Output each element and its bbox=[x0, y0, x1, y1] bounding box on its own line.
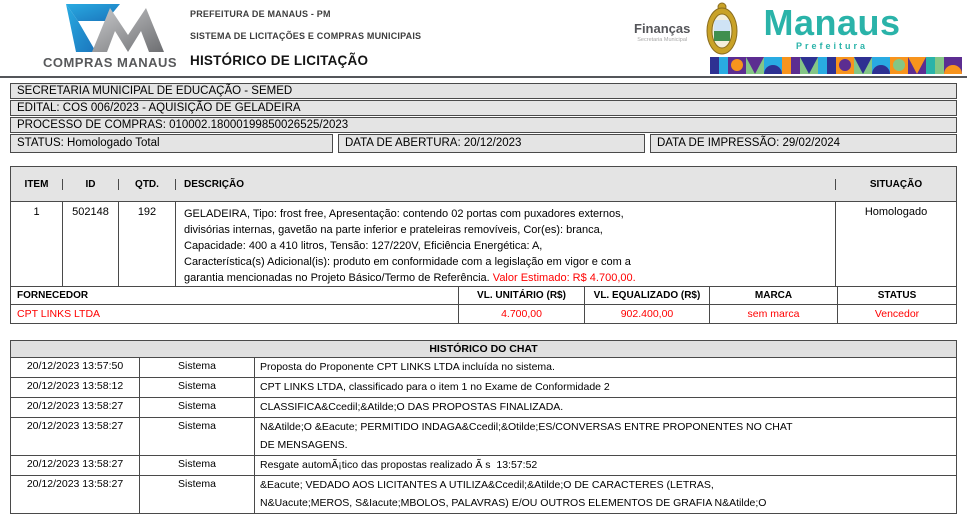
supplier-vl-equalizado: 902.400,00 bbox=[585, 305, 710, 323]
chat-message-line: &Eacute; VEDADO AOS LICITANTES A UTILIZA&Ccedil;&Atilde;O DE CARACTERES (LETRAS, bbox=[260, 479, 714, 491]
col-header-id: ID bbox=[63, 179, 119, 190]
chat-time: 20/12/2023 13:58:27 bbox=[11, 418, 140, 455]
supplier-table-header bbox=[11, 286, 956, 304]
item-table-header bbox=[11, 167, 956, 201]
info-data-impressao: DATA DE IMPRESSÃO: 29/02/2024 bbox=[650, 134, 957, 153]
chat-author: Sistema bbox=[140, 418, 255, 455]
chat-row bbox=[11, 456, 956, 476]
chat-row bbox=[11, 358, 956, 378]
chat-row bbox=[11, 398, 956, 418]
chat-row bbox=[11, 476, 956, 513]
chat-message bbox=[255, 418, 956, 455]
item-row bbox=[11, 201, 956, 286]
info-status: STATUS: Homologado Total bbox=[10, 134, 333, 153]
chat-author: Sistema bbox=[140, 476, 255, 513]
item-description-line: Característica(s) Adicional(is): produto em conformidade com a legislação em vigor e com a bbox=[184, 256, 631, 268]
compras-manaus-logo-icon bbox=[50, 2, 170, 54]
city-brand: Manaus bbox=[763, 2, 901, 43]
chat-message-line: N&Atilde;O &Eacute; PERMITIDO INDAGA&Ccedil;&Otilde;ES/CONVERSAS ENTRE PROPONENTES NO CHAT bbox=[260, 421, 793, 433]
mosaic-strip bbox=[710, 57, 962, 74]
chat-message-line: N&Uacute;MEROS, S&Iacute;MBOLOS, PALAVRAS) E/OU OUTROS ELEMENTOS DE GRAFIA N&Atilde;O bbox=[260, 497, 767, 509]
info-status-row bbox=[10, 134, 957, 153]
valor-estimado: Valor Estimado: R$ 4.700,00. bbox=[492, 272, 636, 284]
col-header-vl-unitario: VL. UNITÁRIO (R$) bbox=[459, 287, 585, 304]
supplier-row bbox=[11, 304, 956, 323]
info-edital: EDITAL: COS 006/2023 - AQUISIÇÃO DE GELADEIRA bbox=[10, 100, 957, 116]
chat-message-line: CPT LINKS LTDA, classificado para o item 1 no Exame de Conformidade 2 bbox=[260, 381, 610, 393]
item-description-tail: garantia mencionadas no Projeto Básico/Termo de Referência. bbox=[184, 272, 493, 284]
chat-time: 20/12/2023 13:58:27 bbox=[11, 398, 140, 417]
chat-time: 20/12/2023 13:58:27 bbox=[11, 476, 140, 513]
item-description-line: GELADEIRA, Tipo: frost free, Apresentação: contendo 02 portas com puxadores externos, bbox=[184, 208, 624, 220]
chat-time: 20/12/2023 13:57:50 bbox=[11, 358, 140, 377]
chat-author: Sistema bbox=[140, 456, 255, 475]
page-header bbox=[0, 0, 967, 78]
financas-block bbox=[634, 21, 690, 43]
process-info-table bbox=[10, 83, 957, 153]
financas-sublabel: Secretaria Municipal bbox=[637, 37, 688, 43]
manaus-crest-icon bbox=[704, 2, 740, 61]
info-data-abertura: DATA DE ABERTURA: 20/12/2023 bbox=[338, 134, 645, 153]
chat-row bbox=[11, 418, 956, 456]
financas-label: Finanças bbox=[634, 21, 691, 36]
chat-history-table bbox=[10, 340, 957, 514]
supplier-vl-unitario: 4.700,00 bbox=[459, 305, 585, 323]
chat-message-line: Resgate automÃ¡tico das propostas realizado Ã s 13:57:52 bbox=[260, 459, 538, 471]
chat-row bbox=[11, 378, 956, 398]
col-header-fornecedor: FORNECEDOR bbox=[11, 287, 459, 304]
org-line-2: SISTEMA DE LICITAÇÕES E COMPRAS MUNICIPAIS bbox=[190, 31, 422, 41]
col-header-vl-equalizado: VL. EQUALIZADO (R$) bbox=[585, 287, 710, 304]
chat-author: Sistema bbox=[140, 378, 255, 397]
item-qtd: 192 bbox=[119, 202, 176, 286]
chat-message bbox=[255, 378, 956, 397]
item-description-line bbox=[184, 270, 829, 286]
chat-message bbox=[255, 398, 956, 417]
supplier-name: CPT LINKS LTDA bbox=[11, 305, 459, 323]
chat-history-title: HISTÓRICO DO CHAT bbox=[11, 341, 956, 358]
col-header-descricao: DESCRIÇÃO bbox=[176, 179, 836, 190]
supplier-status: Vencedor bbox=[874, 308, 920, 320]
info-secretaria: SECRETARIA MUNICIPAL DE EDUCAÇÃO - SEMED bbox=[10, 83, 957, 99]
chat-time: 20/12/2023 13:58:27 bbox=[11, 456, 140, 475]
item-situacao: Homologado bbox=[864, 206, 928, 218]
col-header-qtd: QTD. bbox=[119, 179, 176, 190]
col-header-status: STATUS bbox=[877, 290, 917, 301]
item-description-line: Capacidade: 400 a 410 litros, Tensão: 127/220V, Eficiência Energética: A, bbox=[184, 240, 543, 252]
page-title: HISTÓRICO DE LICITAÇÃO bbox=[190, 53, 369, 68]
chat-time: 20/12/2023 13:58:12 bbox=[11, 378, 140, 397]
info-processo: PROCESSO DE COMPRAS: 010002.18000199850026525/2023 bbox=[10, 117, 957, 133]
item-number: 1 bbox=[11, 202, 63, 286]
city-sublabel: Prefeitura bbox=[795, 41, 869, 51]
org-block bbox=[190, 9, 421, 68]
col-header-item: ITEM bbox=[11, 179, 63, 190]
chat-author: Sistema bbox=[140, 398, 255, 417]
col-header-marca: MARCA bbox=[710, 287, 838, 304]
supplier-marca: sem marca bbox=[710, 305, 838, 323]
item-description-line: divisórias internas, gavetão na parte inferior e prateleiras removíveis, Cor(es): branca, bbox=[184, 224, 603, 236]
org-line-1: PREFEITURA DE MANAUS - PM bbox=[190, 9, 331, 19]
chat-message bbox=[255, 358, 956, 377]
compras-manaus-logo bbox=[26, 2, 194, 70]
chat-message-line: CLASSIFICA&Ccedil;&Atilde;O DAS PROPOSTAS FINALIZADA. bbox=[260, 401, 564, 413]
manaus-wordmark bbox=[744, 2, 920, 51]
col-header-situacao: SITUAÇÃO bbox=[869, 178, 923, 190]
chat-author: Sistema bbox=[140, 358, 255, 377]
item-id: 502148 bbox=[63, 202, 119, 286]
chat-message bbox=[255, 456, 956, 475]
chat-message-line: Proposta do Proponente CPT LINKS LTDA incluída no sistema. bbox=[260, 361, 555, 373]
logo-brand-text: COMPRAS MANAUS bbox=[42, 55, 178, 70]
chat-message-line: DE MENSAGENS. bbox=[260, 439, 348, 451]
item-description bbox=[176, 202, 836, 286]
item-table bbox=[10, 166, 957, 324]
chat-message bbox=[255, 476, 956, 513]
